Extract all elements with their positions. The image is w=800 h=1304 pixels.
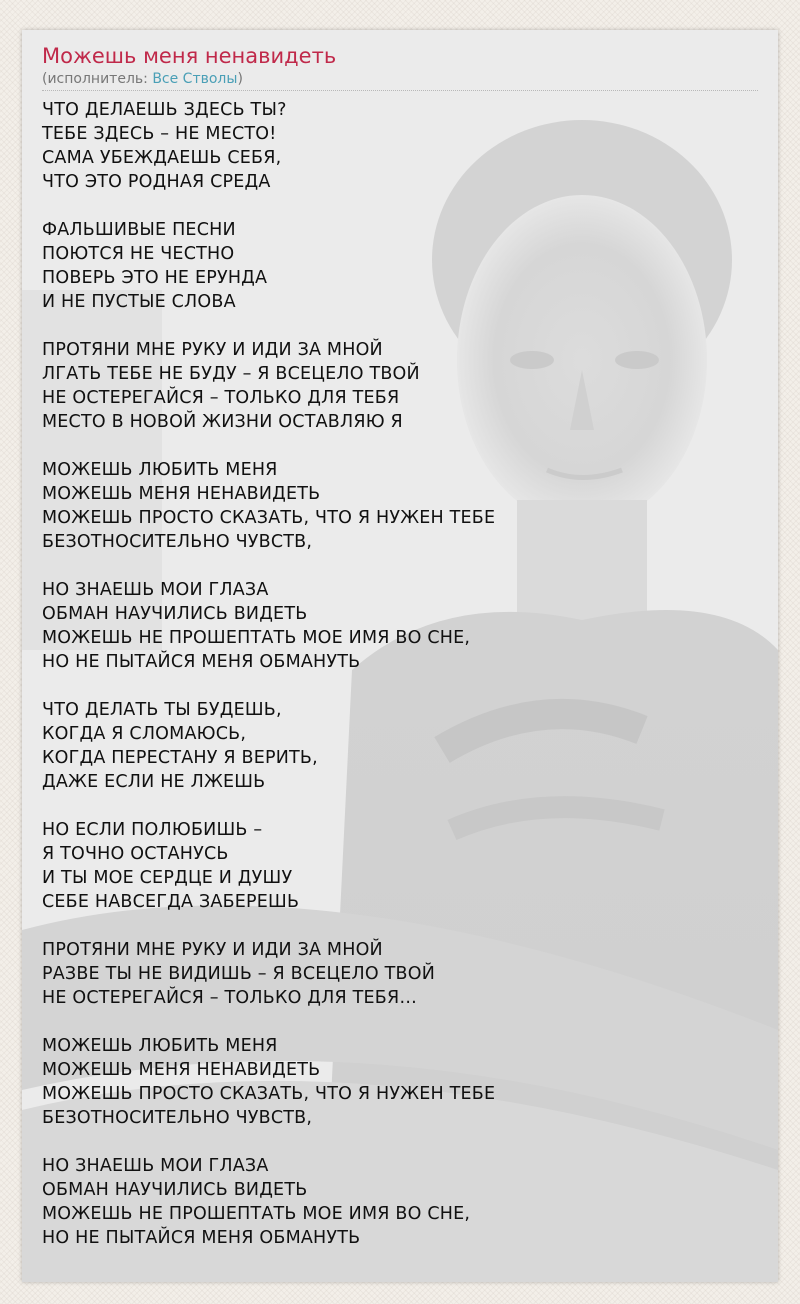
lyric-line: НО ЕСЛИ ПОЛЮБИШЬ – bbox=[42, 820, 263, 840]
lyric-line: ФАЛЬШИВЫЕ ПЕСНИ bbox=[42, 220, 236, 240]
song-title: Можешь меня ненавидеть bbox=[42, 44, 337, 68]
lyrics-block bbox=[42, 98, 758, 1250]
verse-6 bbox=[42, 698, 758, 794]
verse-4 bbox=[42, 458, 758, 554]
artist-link[interactable]: Все Стволы bbox=[152, 71, 238, 87]
verse-10 bbox=[42, 1154, 758, 1250]
lyric-line: КОГДА Я СЛОМАЮСЬ, bbox=[42, 724, 247, 744]
lyric-line: ТЕБЕ ЗДЕСЬ – НЕ МЕСТО! bbox=[42, 124, 277, 144]
lyric-line: МЕСТО В НОВОЙ ЖИЗНИ ОСТАВЛЯЮ Я bbox=[42, 412, 403, 432]
lyric-line: ЛГАТЬ ТЕБЕ НЕ БУДУ – Я ВСЕЦЕЛО ТВОЙ bbox=[42, 364, 420, 384]
artist-prefix: (исполнитель: bbox=[42, 71, 153, 87]
verse-3 bbox=[42, 338, 758, 434]
verse-1 bbox=[42, 98, 758, 194]
lyric-line: ОБМАН НАУЧИЛИСЬ ВИДЕТЬ bbox=[42, 604, 308, 624]
lyric-line: МОЖЕШЬ МЕНЯ НЕНАВИДЕТЬ bbox=[42, 484, 321, 504]
verse-5 bbox=[42, 578, 758, 674]
lyric-line: И НЕ ПУСТЫЕ СЛОВА bbox=[42, 292, 236, 312]
verse-8 bbox=[42, 938, 758, 1010]
lyric-line: РАЗВЕ ТЫ НЕ ВИДИШЬ – Я ВСЕЦЕЛО ТВОЙ bbox=[42, 964, 435, 984]
lyric-line: МОЖЕШЬ ЛЮБИТЬ МЕНЯ bbox=[42, 1036, 278, 1056]
artist-line bbox=[42, 70, 758, 88]
lyric-line: И ТЫ МОЕ СЕРДЦЕ И ДУШУ bbox=[42, 868, 293, 888]
lyric-line: ДАЖЕ ЕСЛИ НЕ ЛЖЕШЬ bbox=[42, 772, 266, 792]
lyric-line: ПРОТЯНИ МНЕ РУКУ И ИДИ ЗА МНОЙ bbox=[42, 340, 383, 360]
lyric-line: МОЖЕШЬ ПРОСТО СКАЗАТЬ, ЧТО Я НУЖЕН ТЕБЕ bbox=[42, 1084, 496, 1104]
lyric-line: МОЖЕШЬ НЕ ПРОШЕПТАТЬ МОЕ ИМЯ ВО СНЕ, bbox=[42, 1204, 471, 1224]
lyric-line: МОЖЕШЬ ПРОСТО СКАЗАТЬ, ЧТО Я НУЖЕН ТЕБЕ bbox=[42, 508, 496, 528]
song-content bbox=[42, 42, 758, 1250]
artist-suffix: ) bbox=[237, 71, 243, 87]
lyric-line: МОЖЕШЬ ЛЮБИТЬ МЕНЯ bbox=[42, 460, 278, 480]
title-divider bbox=[42, 90, 758, 91]
lyric-line: БЕЗОТНОСИТЕЛЬНО ЧУВСТВ, bbox=[42, 532, 313, 552]
lyric-line: САМА УБЕЖДАЕШЬ СЕБЯ, bbox=[42, 148, 282, 168]
lyric-line: БЕЗОТНОСИТЕЛЬНО ЧУВСТВ, bbox=[42, 1108, 313, 1128]
lyric-line: ПОВЕРЬ ЭТО НЕ ЕРУНДА bbox=[42, 268, 268, 288]
lyric-line: ОБМАН НАУЧИЛИСЬ ВИДЕТЬ bbox=[42, 1180, 308, 1200]
lyric-line: МОЖЕШЬ МЕНЯ НЕНАВИДЕТЬ bbox=[42, 1060, 321, 1080]
verse-2 bbox=[42, 218, 758, 314]
lyric-line: ПОЮТСЯ НЕ ЧЕСТНО bbox=[42, 244, 235, 264]
lyric-line: МОЖЕШЬ НЕ ПРОШЕПТАТЬ МОЕ ИМЯ ВО СНЕ, bbox=[42, 628, 471, 648]
lyric-line: НО НЕ ПЫТАЙСЯ МЕНЯ ОБМАНУТЬ bbox=[42, 1228, 361, 1248]
lyric-line: ЧТО ДЕЛАТЬ ТЫ БУДЕШЬ, bbox=[42, 700, 282, 720]
lyrics-card bbox=[22, 30, 778, 1282]
lyric-line: ПРОТЯНИ МНЕ РУКУ И ИДИ ЗА МНОЙ bbox=[42, 940, 383, 960]
lyric-line: СЕБЕ НАВСЕГДА ЗАБЕРЕШЬ bbox=[42, 892, 300, 912]
lyric-line: НО ЗНАЕШЬ МОИ ГЛАЗА bbox=[42, 1156, 269, 1176]
lyric-line: НО ЗНАЕШЬ МОИ ГЛАЗА bbox=[42, 580, 269, 600]
verse-9 bbox=[42, 1034, 758, 1130]
verse-7 bbox=[42, 818, 758, 914]
lyric-line: КОГДА ПЕРЕСТАНУ Я ВЕРИТЬ, bbox=[42, 748, 318, 768]
lyric-line: НЕ ОСТЕРЕГАЙСЯ – ТОЛЬКО ДЛЯ ТЕБЯ… bbox=[42, 988, 418, 1008]
lyric-line: ЧТО ДЕЛАЕШЬ ЗДЕСЬ ТЫ? bbox=[42, 100, 287, 120]
lyric-line: НО НЕ ПЫТАЙСЯ МЕНЯ ОБМАНУТЬ bbox=[42, 652, 361, 672]
lyric-line: Я ТОЧНО ОСТАНУСЬ bbox=[42, 844, 229, 864]
lyric-line: ЧТО ЭТО РОДНАЯ СРЕДА bbox=[42, 172, 271, 192]
lyric-line: НЕ ОСТЕРЕГАЙСЯ – ТОЛЬКО ДЛЯ ТЕБЯ bbox=[42, 388, 400, 408]
